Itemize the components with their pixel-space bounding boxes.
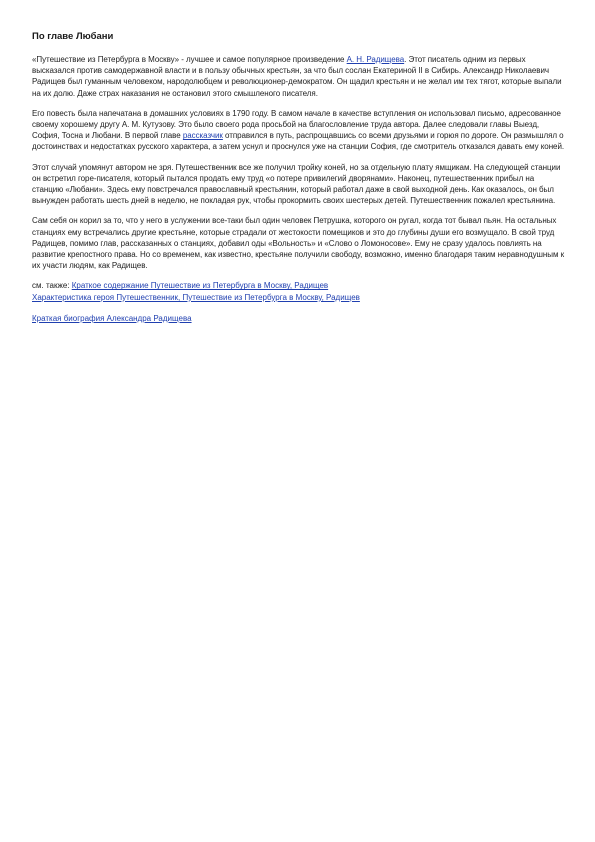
paragraph-story-text-end: отправился в путь, распрощавшись со всеми друзьями и горюя по дороге. Он размышлял о достоинствах и недостатках русского характера, а затем уснул и проснулся уже на станции София, где смотритель отказался давать ему коней. [32,131,565,152]
paragraph-intro-text-start: «Путешествие из Петербурга в Москву» - лучшее и самое популярное произведение [32,55,347,64]
summary-link[interactable]: Краткое содержание Путешествие из Петербурга в Москву, Радищев [71,281,329,291]
biography-block [32,313,566,324]
hero-characteristic-link[interactable]: Характеристика героя Путешественник, Путешествие из Петербурга в Москву, Радищев [32,292,360,302]
paragraph-intro-text-end: . Этот писатель одним из первых высказался против самодержавной власти и в пользу обычных крестьян, за что был сослан Екатериной II в Сибирь. Александр Николаевич Радищев был гуманным человеком, народолюбцем и революционер-демократом. Он щадил крестьян и не желал им тех тягот, которые выпали на их долю. Даже страх наказания не остановил этого смышленого писателя. [32,55,562,98]
narrator-link[interactable]: рассказчик [182,131,223,141]
paragraph-story-text-start: Его повесть была напечатана в домашних условиях в 1790 году. В самом начале в качестве вступления он использовал письмо, адресованное своему хорошему другу А. М. Кутузову. Это было своего рода просьбой на благословление труда автора. Далее следовали главы Выезд, София, Тосна и Любани. В первой главе [32,108,561,141]
biography-link[interactable]: Краткая биография Александра Радищева [32,313,192,323]
paragraph-intro [32,54,566,99]
see-also-label: см. также: [32,281,72,291]
page-title: По главе Любани [32,31,114,42]
author-link[interactable]: А. Н. Радищева [346,55,405,64]
paragraph-story [32,108,566,153]
paragraph-conclusion: Сам себя он корил за то, что у него в услужении все-таки был один человек Петрушка, которого он ругал, когда тот бывал пьян. На остальных станциях ему встречались другие крестьяне, которые страдали от жестокости помещиков и это до глубины души его возмущало. В свой труд Радищев, помимо глав, рассказанных о станциях, добавил оды «Вольность» и «Слово о Ломоносове». Ему не сразу удалось повлиять на развитие крепостного права. Но со временем, как известно, крестьяне получили свободу, возможно, именно благодаря таким неравнодушным к их участи людям, как Радищев. [32,216,565,271]
see-also-block [32,280,566,302]
document-page [32,31,566,324]
paragraph-journey: Этот случай упомянут автором не зря. Путешественник все же получил тройку коней, но за отдельную плату ямщикам. На следующей станции он встретил горе-писателя, который пытался продать ему труд «о потере привилегий дворянами». Наконец, путешественник прибыл на станцию «Любани». Здесь ему повстречался православный крестьянин, который работал даже в свой выходной день. Как оказалось, он был вынужден работать шесть дней в неделю, не покладая рук, чтобы прокормить своих шестерых детей. Путешественник пожалел крестьянина. [32,162,561,206]
